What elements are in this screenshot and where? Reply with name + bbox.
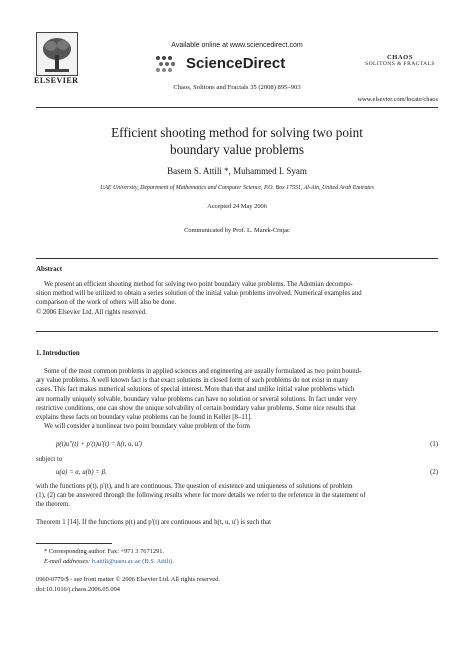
- corresponding-author-note: * Corresponding author. Fax: +971 3 7671291.: [44, 548, 165, 555]
- issn-line: 0960-0779/$ - see front matter © 2006 Elsevier Ltd. All rights reserved.: [36, 576, 220, 583]
- equation-1-number: (1): [430, 441, 438, 448]
- journal-logo-title: CHAOS: [386, 54, 414, 61]
- email-link[interactable]: b.attili@uaeu.ac.ae (B.S. Attili).: [91, 558, 174, 565]
- intro-line: cases. This fact makes numerical solutions of special interest. More than that and unlike initial value problems which: [36, 386, 355, 394]
- elsevier-tree-icon: [37, 33, 77, 75]
- article-title-line1: Efficient shooting method for solving two point: [111, 125, 363, 140]
- abstract-top-rule: [36, 258, 438, 259]
- journal-logo-subtitle: SOLITONS & FRACTALS: [365, 61, 435, 67]
- abstract-body: [36, 280, 438, 317]
- intro-line: the theorem.: [36, 501, 70, 509]
- abstract-line: sition method will be utilized to obtain a series solution of the initial value problems involved. Numerical examples and: [36, 290, 362, 298]
- email-note: [44, 558, 174, 566]
- equation-2-number: (2): [430, 469, 438, 476]
- section-heading: 1. Introduction: [36, 350, 80, 357]
- abstract-line: We present an efficient shooting method for solving two point boundary value problems. The Adomian decompo-: [44, 281, 353, 288]
- abstract-heading: Abstract: [36, 265, 63, 273]
- intro-line: restrictive conditions, one can show the unique solvability of certain boundary value problems. Some nice results that: [36, 404, 356, 412]
- article-authors: Basem S. Attili *, Muhammed I. Syam: [167, 166, 307, 176]
- equation-2-expr: u(a) = α, u(b) = β.: [56, 469, 107, 476]
- equation-1-expr: p(t)u''(t) + p'(t)u'(t) = h(t, u, u'): [56, 441, 142, 448]
- footnote-rule: [36, 543, 112, 544]
- sciencedirect-wordmark: ScienceDirect: [186, 55, 286, 72]
- intro-line: (1), (2) can be answered through the following results where for more details we refer to the reference in the statement of: [36, 492, 366, 500]
- intro-line: with the functions p(t), p'(t), and h are continuous. The question of existence and uniqueness of solutions of problem: [36, 483, 353, 490]
- intro-paragraph-3: [36, 482, 438, 510]
- abstract-line: comparison of the work of others will also be done.: [36, 299, 177, 307]
- intro-line: Some of the most common problems in applied sciences and engineering are usually formulated as two point bound-: [44, 368, 362, 375]
- publisher-name: ELSEVIER: [34, 76, 79, 85]
- intro-line: are normally uniquely solvable, boundary value problems can have no solution or several solutions. In fact under very: [36, 395, 358, 403]
- journal-citation: Chaos, Solitons and Fractals 35 (2008) 895–903: [173, 84, 301, 91]
- available-online: Available online at www.sciencedirect.com: [171, 42, 303, 49]
- sciencedirect-dots-icon: [154, 54, 182, 74]
- article-title-line2: boundary value problems: [169, 142, 305, 157]
- sciencedirect-banner: [150, 53, 330, 75]
- journal-logo: [360, 54, 440, 78]
- theorem-1: Theorem 1 [14]. If the functions p(t) and p'(t) are continuous and h(t, u, u') is such that: [36, 519, 271, 526]
- accepted-date: Accepted 24 May 2006: [207, 203, 267, 210]
- email-label: E-mail addresses:: [44, 558, 91, 565]
- elsevier-logo: [36, 32, 78, 76]
- header-rule: [36, 107, 438, 108]
- abstract-bottom-rule: [36, 331, 438, 332]
- intro-paragraph-2: We will consider a nonlinear two point boundary value problem of the form: [44, 423, 250, 431]
- doi-line[interactable]: doi:10.1016/j.chaos.2006.05.094: [36, 586, 120, 593]
- intro-line: explains these facts on boundary value problems can be found in Keller [8–11].: [36, 414, 252, 422]
- intro-paragraph-1: [36, 367, 438, 431]
- communicated-by: Communicated by Prof. L. Marek-Crnjac: [184, 227, 290, 234]
- subject-to: subject to: [36, 456, 63, 463]
- intro-line: ary value problems. A well known fact is that exact solutions in closed form of such problems do not exist in many: [36, 377, 349, 385]
- author-affiliation: UAE University, Department of Mathematics and Computer Science, P.O. Box 17551, Al-Ain, United Arab Emirates: [100, 185, 374, 191]
- article-title: [36, 124, 438, 158]
- journal-url[interactable]: www.elsevier.com/locate/chaos: [357, 96, 438, 103]
- copyright-line: © 2006 Elsevier Ltd. All rights reserved.: [36, 308, 147, 316]
